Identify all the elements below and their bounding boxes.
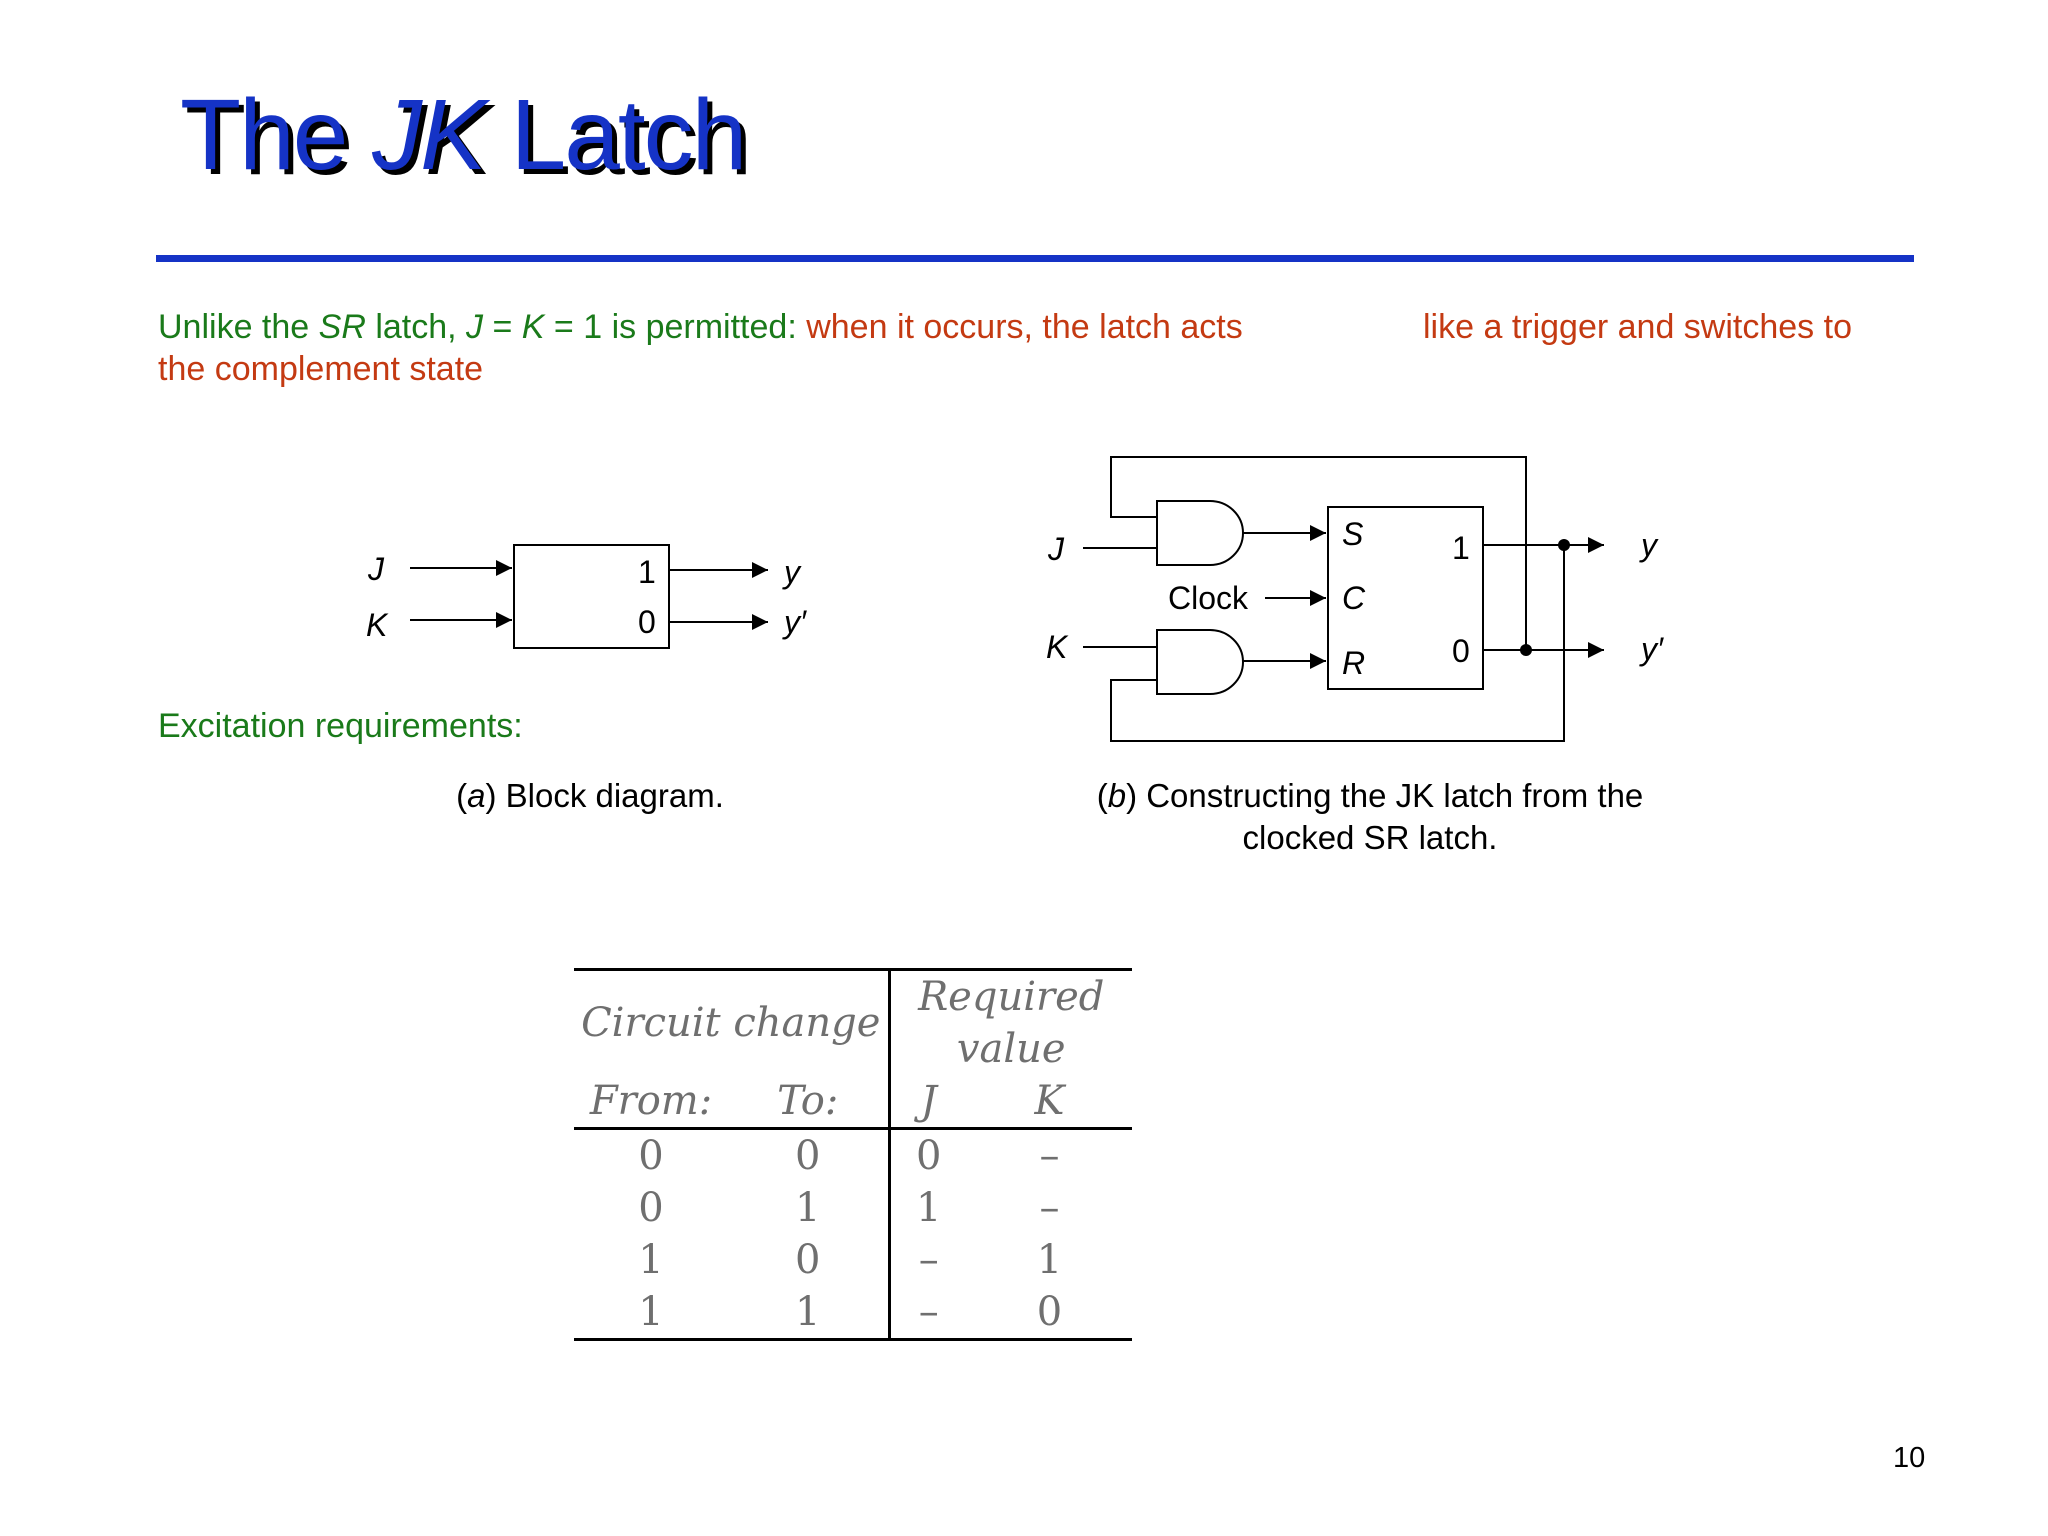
cell-k: 1 <box>1036 1237 1063 1283</box>
and-gate-bottom <box>1157 630 1243 694</box>
cell-j: – <box>918 1237 939 1283</box>
col-header-k: K <box>967 1075 1132 1129</box>
pin-r: R <box>1342 645 1366 681</box>
group-header-required-value: Required value <box>889 970 1132 1076</box>
and-gate-top <box>1157 501 1243 565</box>
intro-line-2: the complement state <box>158 350 484 388</box>
table-row <box>574 1234 1132 1286</box>
cell-to: 1 <box>728 1286 889 1340</box>
circuit-input-j: J <box>1048 531 1064 567</box>
junction-y-prime <box>1520 644 1532 656</box>
table-group-header-row <box>574 970 1132 1076</box>
intro-seg4: J <box>466 308 484 346</box>
circuit-input-k: K <box>1046 629 1068 665</box>
col-header-to: To: <box>728 1075 889 1129</box>
table-row <box>574 1182 1132 1234</box>
col-header-from: From: <box>574 1075 728 1129</box>
block-input-j: J <box>368 551 384 587</box>
cell-k: 0 <box>967 1286 1132 1340</box>
intro-seg5: = <box>483 308 522 346</box>
feedback-y-to-k-gate <box>1111 545 1564 741</box>
circuit-output-y-prime: y′ <box>1641 631 1663 667</box>
block-out-1: 1 <box>638 554 656 590</box>
caption-b-open: ( <box>1096 777 1108 814</box>
group-header-circuit-change: Circuit change <box>574 970 889 1076</box>
circuit-clock-label: Clock <box>1168 580 1249 616</box>
caption-b-line2: clocked SR latch. <box>1242 819 1498 856</box>
circuit-output-y: y <box>1641 527 1657 563</box>
cell-j: – <box>889 1286 967 1340</box>
circuit-out-1: 1 <box>1452 530 1470 566</box>
block-output-y-prime: y′ <box>784 604 806 640</box>
cell-from: 0 <box>638 1133 664 1179</box>
col-header-j: J <box>889 1075 967 1129</box>
intro-seg1: Unlike the <box>158 308 319 346</box>
title-pre: The <box>180 79 373 191</box>
cell-from: 0 <box>638 1185 664 1231</box>
intro-orange1: when it occurs, the latch acts <box>806 308 1243 346</box>
block-input-k: K <box>366 607 388 643</box>
page-number: 10 <box>1893 1442 1926 1474</box>
caption-a <box>420 775 760 817</box>
cell-k: – <box>1039 1185 1060 1231</box>
excitation-label: Excitation requirements: <box>158 707 523 745</box>
table-row <box>574 1129 1132 1183</box>
table-row <box>574 1286 1132 1340</box>
caption-b-letter: b <box>1107 777 1127 814</box>
cell-to: 0 <box>728 1129 889 1183</box>
pin-s: S <box>1342 516 1364 552</box>
caption-b <box>1050 775 1690 859</box>
cell-k: – <box>1039 1133 1060 1179</box>
junction-y <box>1558 539 1570 551</box>
table-column-header-row <box>574 1075 1132 1129</box>
cell-j: 0 <box>916 1133 942 1179</box>
cell-j: 1 <box>916 1185 942 1231</box>
excitation-table <box>574 968 1132 1341</box>
caption-a-rest: ) Block diagram. <box>485 777 724 814</box>
block-output-y: y <box>784 554 800 590</box>
pin-c: C <box>1342 580 1366 616</box>
caption-a-letter: a <box>467 777 486 814</box>
intro-seg6: K <box>521 308 545 346</box>
cell-to: 0 <box>728 1234 889 1286</box>
title-post: Latch <box>484 79 746 191</box>
intro-seg7: = 1 is permitted: <box>544 308 807 346</box>
caption-b-rest: ) Constructing the JK latch from the <box>1126 777 1644 814</box>
intro-seg3: latch, <box>365 308 467 346</box>
cell-to: 1 <box>728 1182 889 1234</box>
intro-seg2: SR <box>318 308 366 346</box>
caption-a-open: ( <box>456 777 468 814</box>
block-out-0: 0 <box>638 604 656 640</box>
circuit-out-0: 0 <box>1452 633 1470 669</box>
cell-from: 1 <box>574 1286 728 1340</box>
intro-line-1-tail: like a trigger and switches to <box>1423 308 1852 346</box>
cell-from: 1 <box>638 1237 664 1283</box>
title-italic: JK <box>372 79 485 191</box>
block-diagram <box>410 545 768 648</box>
